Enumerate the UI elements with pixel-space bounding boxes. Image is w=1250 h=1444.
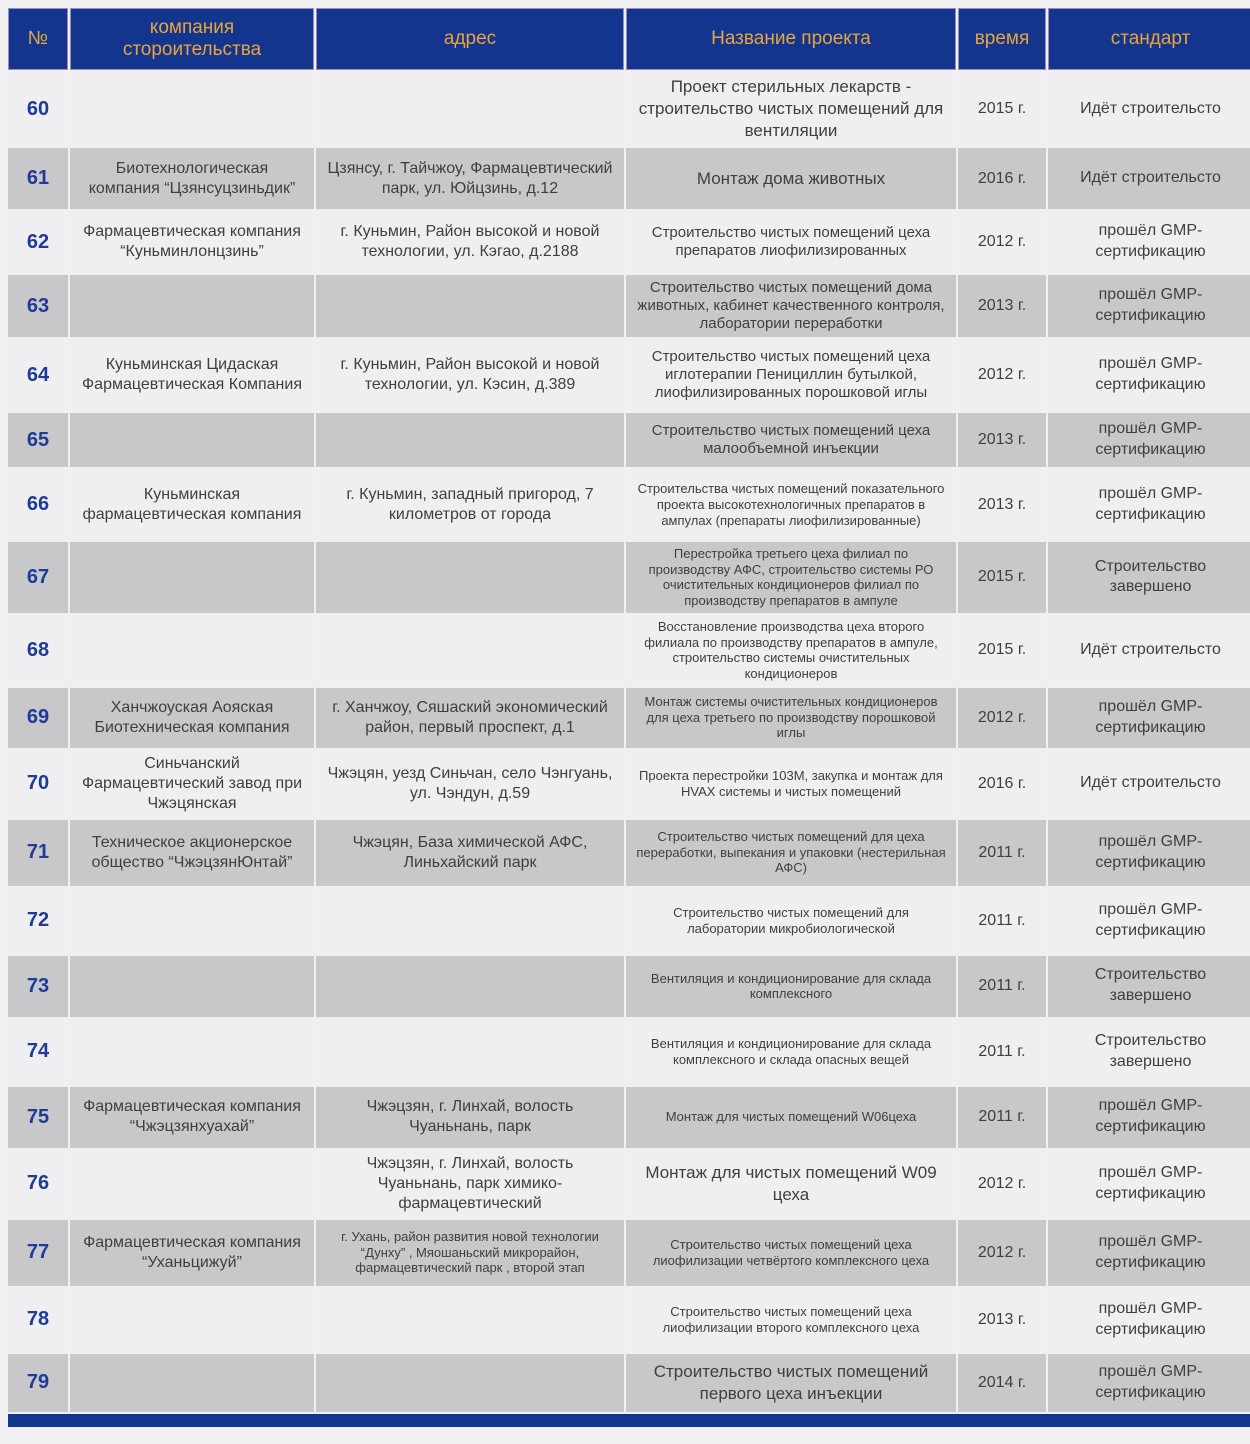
table-footer-bar — [8, 1414, 1250, 1427]
project-name-cell: Строительство чистых помещений цеха препаратов лиофилизированных — [626, 211, 956, 273]
address-cell: г. Куньмин, Район высокой и новой технологии, ул. Кэгао, д.2188 — [316, 211, 624, 273]
time-cell: 2016 г. — [958, 148, 1046, 209]
address-cell: г. Ухань, район развития новой технологии “Дунху” , Мяошаньский микрорайон, фармацевтический парк , второй этап — [316, 1220, 624, 1286]
time-cell: 2012 г. — [958, 211, 1046, 273]
address-cell: Чжэцян, уезд Синьчан, село Чэнгуань, ул. Чэндун, д.59 — [316, 750, 624, 818]
time-cell: 2013 г. — [958, 275, 1046, 337]
time-cell: 2013 г. — [958, 1288, 1046, 1352]
row-number-cell: 78 — [8, 1288, 68, 1352]
column-header-address: адрес — [316, 8, 624, 70]
company-cell — [70, 956, 314, 1017]
address-cell — [316, 413, 624, 467]
standard-cell: прошёл GMP-сертификацию — [1048, 688, 1250, 748]
company-cell — [70, 542, 314, 612]
address-cell: г. Куньмин, западный пригород, 7 километров от города — [316, 469, 624, 540]
standard-cell: прошёл GMP-сертификацию — [1048, 413, 1250, 467]
project-name-cell: Монтаж для чистых помещений W06цеха — [626, 1087, 956, 1148]
address-cell — [316, 615, 624, 686]
company-cell — [70, 1288, 314, 1352]
time-cell: 2015 г. — [958, 72, 1046, 146]
time-cell: 2013 г. — [958, 413, 1046, 467]
standard-cell: Строительство завершено — [1048, 956, 1250, 1017]
standard-cell: Идёт строительсто — [1048, 148, 1250, 209]
row-number-cell: 71 — [8, 820, 68, 886]
company-cell — [70, 1150, 314, 1218]
row-number-cell: 67 — [8, 542, 68, 612]
address-cell: Цзянсу, г. Тайчжоу, Фармацевтический парк, ул. Юйцзинь, д.12 — [316, 148, 624, 209]
standard-cell: Строительство завершено — [1048, 1019, 1250, 1085]
project-name-cell: Монтаж системы очистительных кондиционеров для цеха третьего по производству порошковой иглы — [626, 688, 956, 748]
project-name-cell: Строительство чистых помещений цеха иглотерапии Пенициллин бутылкой, лиофилизированных порошковой иглы — [626, 339, 956, 411]
company-cell — [70, 1019, 314, 1085]
project-name-cell: Строительство чистых помещений дома животных, кабинет качественного контроля, лаборатории переработки — [626, 275, 956, 337]
company-cell: Техническое акционерское общество “ЧжэцзянЮнтай” — [70, 820, 314, 886]
company-cell: Фармацевтическая компания “Уханьцижуй” — [70, 1220, 314, 1286]
address-cell — [316, 1354, 624, 1412]
address-cell — [316, 956, 624, 1017]
project-name-cell: Монтаж для чистых помещений W09 цеха — [626, 1150, 956, 1218]
company-cell: Куньминская фармацевтическая компания — [70, 469, 314, 540]
time-cell: 2011 г. — [958, 1019, 1046, 1085]
time-cell: 2012 г. — [958, 339, 1046, 411]
row-number-cell: 75 — [8, 1087, 68, 1148]
project-name-cell: Строительство чистых помещений цеха лиофилизации второго комплексного цеха — [626, 1288, 956, 1352]
company-cell — [70, 615, 314, 686]
standard-cell: прошёл GMP-сертификацию — [1048, 1354, 1250, 1412]
time-cell: 2013 г. — [958, 469, 1046, 540]
project-name-cell: Вентиляция и кондиционирование для склада комплексного и склада опасных вещей — [626, 1019, 956, 1085]
standard-cell: Идёт строительсто — [1048, 615, 1250, 686]
standard-cell: прошёл GMP-сертификацию — [1048, 275, 1250, 337]
time-cell: 2011 г. — [958, 820, 1046, 886]
project-name-cell: Строительство чистых помещений первого цеха инъекции — [626, 1354, 956, 1412]
project-name-cell: Монтаж дома животных — [626, 148, 956, 209]
row-number-cell: 60 — [8, 72, 68, 146]
company-cell: Фармацевтическая компания “Куньминлонцзинь” — [70, 211, 314, 273]
row-number-cell: 63 — [8, 275, 68, 337]
project-name-cell: Строительства чистых помещений показательного проекта высокотехнологичных препаратов в ампулах (препараты лиофилизированные) — [626, 469, 956, 540]
standard-cell: прошёл GMP-сертификацию — [1048, 1220, 1250, 1286]
standard-cell: прошёл GMP-сертификацию — [1048, 469, 1250, 540]
row-number-cell: 74 — [8, 1019, 68, 1085]
row-number-cell: 62 — [8, 211, 68, 273]
address-cell: г. Куньмин, Район высокой и новой технологии, ул. Кэсин, д.389 — [316, 339, 624, 411]
company-cell: Фармацевтическая компания “Чжэцзянхуахай” — [70, 1087, 314, 1148]
project-name-cell: Строительство чистых помещений цеха малообъемной инъекции — [626, 413, 956, 467]
standard-cell: прошёл GMP-сертификацию — [1048, 888, 1250, 954]
time-cell: 2012 г. — [958, 1150, 1046, 1218]
company-cell — [70, 413, 314, 467]
address-cell — [316, 72, 624, 146]
address-cell — [316, 1019, 624, 1085]
row-number-cell: 64 — [8, 339, 68, 411]
row-number-cell: 76 — [8, 1150, 68, 1218]
company-cell — [70, 1354, 314, 1412]
row-number-cell: 68 — [8, 615, 68, 686]
row-number-cell: 73 — [8, 956, 68, 1017]
company-cell — [70, 888, 314, 954]
column-header-number: № — [8, 8, 68, 70]
company-cell — [70, 72, 314, 146]
standard-cell: прошёл GMP-сертификацию — [1048, 1087, 1250, 1148]
row-number-cell: 72 — [8, 888, 68, 954]
project-name-cell: Проекта перестройки 103М, закупка и монтаж для HVAX системы и чистых помещений — [626, 750, 956, 818]
project-name-cell: Перестройка третьего цеха филиал по производству АФС, строительство системы РО очистительных кондиционеров филиал по производству препаратов в ампуле — [626, 542, 956, 612]
company-cell — [70, 275, 314, 337]
row-number-cell: 79 — [8, 1354, 68, 1412]
column-header-company: компания стороительства — [70, 8, 314, 70]
standard-cell: Идёт строительсто — [1048, 750, 1250, 818]
address-cell: Чжэцян, База химической АФС, Линьхайский парк — [316, 820, 624, 886]
time-cell: 2015 г. — [958, 615, 1046, 686]
address-cell: Чжэцзян, г. Линхай, волость Чуаньнань, парк химико-фармацевтический — [316, 1150, 624, 1218]
column-header-project: Название проекта — [626, 8, 956, 70]
address-cell — [316, 275, 624, 337]
standard-cell: прошёл GMP-сертификацию — [1048, 339, 1250, 411]
projects-table — [8, 8, 1243, 1427]
project-name-cell: Строительство чистых помещений для цеха переработки, выпекания и упаковки (нестерильная АФС) — [626, 820, 956, 886]
standard-cell: прошёл GMP-сертификацию — [1048, 1150, 1250, 1218]
row-number-cell: 69 — [8, 688, 68, 748]
time-cell: 2016 г. — [958, 750, 1046, 818]
project-name-cell: Строительство чистых помещений цеха лиофилизации четвёртого комплексного цеха — [626, 1220, 956, 1286]
standard-cell: Идёт строительсто — [1048, 72, 1250, 146]
time-cell: 2014 г. — [958, 1354, 1046, 1412]
address-cell: г. Ханчжоу, Сяшаский экономический район, первый проспект, д.1 — [316, 688, 624, 748]
row-number-cell: 77 — [8, 1220, 68, 1286]
standard-cell: прошёл GMP-сертификацию — [1048, 1288, 1250, 1352]
company-cell: Синьчанский Фармацевтический завод при Чжэцянская — [70, 750, 314, 818]
project-name-cell: Строительство чистых помещений для лаборатории микробиологической — [626, 888, 956, 954]
address-cell — [316, 542, 624, 612]
company-cell: Куньминская Цидаская Фармацевтическая Компания — [70, 339, 314, 411]
address-cell: Чжэцзян, г. Линхай, волость Чуаньнань, парк — [316, 1087, 624, 1148]
time-cell: 2011 г. — [958, 956, 1046, 1017]
time-cell: 2015 г. — [958, 542, 1046, 612]
time-cell: 2012 г. — [958, 1220, 1046, 1286]
time-cell: 2012 г. — [958, 688, 1046, 748]
address-cell — [316, 1288, 624, 1352]
column-header-standard: стандарт — [1048, 8, 1250, 70]
standard-cell: Строительство завершено — [1048, 542, 1250, 612]
address-cell — [316, 888, 624, 954]
standard-cell: прошёл GMP-сертификацию — [1048, 211, 1250, 273]
company-cell: Ханчжоуская Аояская Биотехническая компания — [70, 688, 314, 748]
standard-cell: прошёл GMP-сертификацию — [1048, 820, 1250, 886]
row-number-cell: 70 — [8, 750, 68, 818]
row-number-cell: 66 — [8, 469, 68, 540]
project-name-cell: Восстановление производства цеха второго филиала по производству препаратов в ампуле, строительство системы очистительных кондиционеров — [626, 615, 956, 686]
project-name-cell: Проект стерильных лекарств - строительство чистых помещений для вентиляции — [626, 72, 956, 146]
company-cell: Биотехнологическая компания “Цзянсуцзиньдик” — [70, 148, 314, 209]
column-header-time: время — [958, 8, 1046, 70]
project-name-cell: Вентиляция и кондиционирование для склада комплексного — [626, 956, 956, 1017]
time-cell: 2011 г. — [958, 1087, 1046, 1148]
time-cell: 2011 г. — [958, 888, 1046, 954]
row-number-cell: 65 — [8, 413, 68, 467]
row-number-cell: 61 — [8, 148, 68, 209]
